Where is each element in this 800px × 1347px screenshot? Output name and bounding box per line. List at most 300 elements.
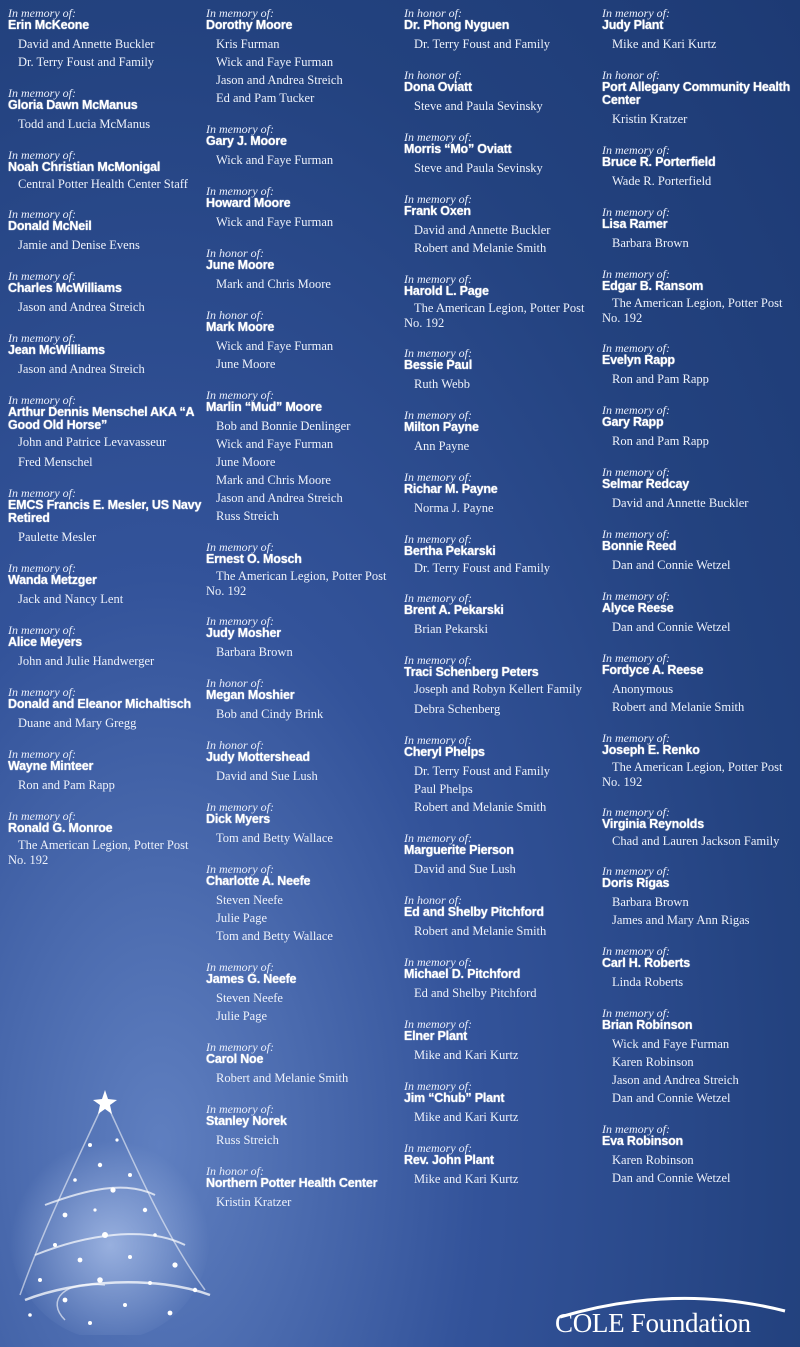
honoree-name: Gloria Dawn McManus xyxy=(8,98,138,112)
tribute-type: In memory of: xyxy=(602,205,670,219)
tribute-type: In memory of: xyxy=(206,614,274,628)
tribute-type: In memory of: xyxy=(602,589,670,603)
donor-name: Wade R. Porterfield xyxy=(612,174,712,188)
memorial-entry xyxy=(602,343,796,388)
tribute-type: In memory of: xyxy=(206,388,274,402)
donor-name: Bob and Cindy Brink xyxy=(216,707,324,721)
donor-name: Ron and Pam Rapp xyxy=(18,778,115,792)
donor-list xyxy=(404,860,598,878)
tribute-type: In memory of: xyxy=(8,809,76,823)
donor-list xyxy=(206,569,400,599)
honoree-name: June Moore xyxy=(206,258,275,272)
donor-list xyxy=(404,1170,598,1188)
memorial-entry xyxy=(8,8,202,71)
honoree-name: Dona Oviatt xyxy=(404,80,472,94)
donor-name: Brian Pekarski xyxy=(414,622,488,636)
memorial-entry xyxy=(404,895,598,940)
memorial-entry xyxy=(602,1008,796,1107)
honoree-name: Marguerite Pierson xyxy=(404,843,514,857)
donor-name: Dr. Terry Foust and Family xyxy=(18,55,155,69)
memorial-entry xyxy=(206,248,400,293)
memorial-entry xyxy=(602,8,796,53)
memorial-entry xyxy=(602,405,796,450)
donor-name: Julie Page xyxy=(216,1009,268,1023)
honoree-name: Mark Moore xyxy=(206,320,275,334)
honoree-name: Cheryl Phelps xyxy=(404,745,485,759)
tribute-type: In memory of: xyxy=(602,864,670,878)
memorial-entry xyxy=(404,593,598,638)
memorial-entry xyxy=(404,8,598,53)
honoree-name: Edgar B. Ransom xyxy=(602,279,704,293)
donor-list xyxy=(404,762,598,816)
donor-name: Dr. Terry Foust and Family xyxy=(414,37,551,51)
honoree-name: Carol Noe xyxy=(206,1052,264,1066)
memorial-entry xyxy=(404,833,598,878)
donor-list xyxy=(602,680,796,716)
donor-name: James and Mary Ann Rigas xyxy=(612,913,750,927)
donor-name: Jamie and Denise Evens xyxy=(18,238,140,252)
tribute-type: In memory of: xyxy=(404,532,472,546)
donor-list xyxy=(8,35,202,71)
tribute-type: In memory of: xyxy=(404,591,472,605)
memorial-entry xyxy=(206,678,400,723)
donor-list xyxy=(404,561,598,576)
tribute-type: In memory of: xyxy=(8,486,76,500)
donor-name: Robert and Melanie Smith xyxy=(414,800,547,814)
donor-name: Barbara Brown xyxy=(612,895,689,909)
tribute-type: In memory of: xyxy=(8,393,76,407)
donor-list xyxy=(206,417,400,525)
memorial-entry xyxy=(8,88,202,133)
donor-list xyxy=(404,682,598,718)
memorial-entry xyxy=(602,70,796,128)
donor-name: Jack and Nancy Lent xyxy=(18,592,124,606)
donor-name: Anonymous xyxy=(612,682,674,696)
memorial-entry xyxy=(404,1019,598,1064)
donor-list xyxy=(206,35,400,107)
christmas-tree-icon xyxy=(5,1085,220,1335)
tribute-type: In memory of: xyxy=(602,143,670,157)
donor-list xyxy=(404,437,598,455)
donor-name: June Moore xyxy=(216,357,276,371)
donor-list xyxy=(602,973,796,991)
honoree-name: Judy Mosher xyxy=(206,626,281,640)
memorial-entry xyxy=(206,124,400,169)
donor-list xyxy=(602,172,796,190)
honoree-name: Traci Schenberg Peters xyxy=(404,665,539,679)
honoree-name: Jim “Chub” Plant xyxy=(404,1091,505,1105)
memorial-entry xyxy=(602,145,796,190)
honoree-name: Dr. Phong Nyguen xyxy=(404,18,510,32)
memorial-entry xyxy=(206,1166,400,1211)
tribute-type: In memory of: xyxy=(404,733,472,747)
donor-name: Dr. Terry Foust and Family xyxy=(414,764,551,778)
memorial-entry xyxy=(404,472,598,517)
donor-list xyxy=(602,296,796,326)
donor-list xyxy=(602,556,796,574)
memorial-entry xyxy=(206,310,400,373)
memorial-entry xyxy=(206,1042,400,1087)
tribute-type: In honor of: xyxy=(404,6,462,20)
tribute-type: In honor of: xyxy=(206,1164,264,1178)
tribute-type: In memory of: xyxy=(8,747,76,761)
donor-list xyxy=(602,834,796,849)
donor-name: Ed and Pam Tucker xyxy=(216,91,315,105)
memorial-entry xyxy=(404,957,598,1002)
honoree-name: Alice Meyers xyxy=(8,635,83,649)
tribute-type: In memory of: xyxy=(404,408,472,422)
donor-list xyxy=(602,1035,796,1107)
donor-name: Russ Streich xyxy=(216,509,279,523)
honoree-name: Michael D. Pitchford xyxy=(404,967,521,981)
donor-name: Ron and Pam Rapp xyxy=(612,434,709,448)
donor-name: Mark and Chris Moore xyxy=(216,473,331,487)
donor-name: The American Legion, Potter Post No. 192 xyxy=(602,760,783,789)
donor-list xyxy=(404,159,598,177)
donor-name: Debra Schenberg xyxy=(414,702,501,716)
memorial-entry xyxy=(206,962,400,1025)
honoree-name: Dick Myers xyxy=(206,812,271,826)
memorial-entry xyxy=(404,132,598,177)
donor-name: John and Julie Handwerger xyxy=(18,654,155,668)
honoree-name: Judy Mottershead xyxy=(206,750,310,764)
memorial-entry xyxy=(602,529,796,574)
donor-list xyxy=(404,620,598,638)
donor-list xyxy=(8,714,202,732)
donor-name: Tom and Betty Wallace xyxy=(216,831,333,845)
donor-name: Kristin Kratzer xyxy=(216,1195,292,1209)
donor-name: Duane and Mary Gregg xyxy=(18,716,137,730)
tribute-type: In memory of: xyxy=(8,269,76,283)
donor-name: Ann Payne xyxy=(414,439,470,453)
memorial-entry xyxy=(404,70,598,115)
donor-list xyxy=(404,1046,598,1064)
memorial-entry xyxy=(602,733,796,790)
memorial-entry xyxy=(602,467,796,512)
honoree-name: Arthur Dennis Menschel AKA “A Good Old Horse” xyxy=(8,405,194,432)
honoree-name: Evelyn Rapp xyxy=(602,353,675,367)
honoree-name: Howard Moore xyxy=(206,196,291,210)
donor-name: Ruth Webb xyxy=(414,377,471,391)
donor-list xyxy=(602,35,796,53)
donor-list xyxy=(404,499,598,517)
tribute-type: In memory of: xyxy=(602,651,670,665)
donor-list xyxy=(206,705,400,723)
donor-name: The American Legion, Potter Post No. 192 xyxy=(8,838,189,867)
honoree-name: Gary Rapp xyxy=(602,415,664,429)
honoree-name: EMCS Francis E. Mesler, US Navy Retired xyxy=(8,498,202,525)
tribute-type: In honor of: xyxy=(206,738,264,752)
tribute-type: In memory of: xyxy=(404,272,472,286)
honoree-name: Alyce Reese xyxy=(602,601,674,615)
donor-list xyxy=(8,298,202,316)
honoree-name: Judy Plant xyxy=(602,18,664,32)
tribute-type: In memory of: xyxy=(404,346,472,360)
tribute-type: In memory of: xyxy=(206,960,274,974)
donor-list xyxy=(206,1069,400,1087)
tribute-type: In memory of: xyxy=(404,1017,472,1031)
honoree-name: Donald and Eleanor Michaltisch xyxy=(8,697,191,711)
tribute-type: In memory of: xyxy=(602,267,670,281)
donor-name: Mike and Kari Kurtz xyxy=(612,37,717,51)
donor-name: Karen Robinson xyxy=(612,1055,694,1069)
memorial-entry xyxy=(206,740,400,785)
honoree-name: Morris “Mo” Oviatt xyxy=(404,142,512,156)
memorial-entry xyxy=(8,209,202,254)
honoree-name: Erin McKeone xyxy=(8,18,89,32)
honoree-name: Northern Potter Health Center xyxy=(206,1176,378,1190)
donor-name: Dr. Terry Foust and Family xyxy=(414,561,551,575)
honoree-name: Donald McNeil xyxy=(8,219,92,233)
honoree-name: Charles McWilliams xyxy=(8,281,122,295)
honoree-name: Noah Christian McMonigal xyxy=(8,160,161,174)
donor-list xyxy=(206,643,400,661)
donor-name: Russ Streich xyxy=(216,1133,279,1147)
donor-name: Jason and Andrea Streich xyxy=(216,491,343,505)
tribute-type: In memory of: xyxy=(404,130,472,144)
tribute-type: In memory of: xyxy=(8,148,76,162)
donor-list xyxy=(8,435,202,471)
donor-name: Ron and Pam Rapp xyxy=(612,372,709,386)
memorial-entry xyxy=(206,1104,400,1149)
donor-list xyxy=(8,528,202,546)
donor-list xyxy=(404,35,598,53)
memorial-entry xyxy=(8,625,202,670)
donor-name: Wick and Faye Furman xyxy=(216,55,334,69)
tribute-type: In honor of: xyxy=(206,308,264,322)
donor-name: Wick and Faye Furman xyxy=(612,1037,730,1051)
donor-name: Barbara Brown xyxy=(216,645,293,659)
donor-list xyxy=(8,360,202,378)
tribute-type: In memory of: xyxy=(404,192,472,206)
donor-name: Steven Neefe xyxy=(216,991,283,1005)
donor-name: Bob and Bonnie Denlinger xyxy=(216,419,351,433)
donor-name: June Moore xyxy=(216,455,276,469)
tribute-type: In memory of: xyxy=(8,623,76,637)
donor-list xyxy=(602,432,796,450)
donor-list xyxy=(602,760,796,790)
tribute-type: In memory of: xyxy=(602,341,670,355)
honoree-name: Charlotte A. Neefe xyxy=(206,874,311,888)
tribute-type: In memory of: xyxy=(206,184,274,198)
donor-name: David and Annette Buckler xyxy=(18,37,155,51)
donor-name: John and Patrice Levavasseur xyxy=(18,435,167,449)
honoree-name: Port Allegany Community Health Center xyxy=(602,80,791,107)
donor-name: Fred Menschel xyxy=(18,455,93,469)
donor-list xyxy=(404,375,598,393)
memorial-entry xyxy=(404,1081,598,1126)
honoree-name: Frank Oxen xyxy=(404,204,471,218)
honoree-name: Carl H. Roberts xyxy=(602,956,690,970)
honoree-name: Harold L. Page xyxy=(404,284,489,298)
honoree-name: Wayne Minteer xyxy=(8,759,94,773)
donor-list xyxy=(404,301,598,331)
donor-list xyxy=(8,652,202,670)
memorial-entry xyxy=(206,8,400,107)
donor-list xyxy=(404,984,598,1002)
donor-list xyxy=(206,337,400,373)
donor-name: Mike and Kari Kurtz xyxy=(414,1048,519,1062)
donor-name: Mike and Kari Kurtz xyxy=(414,1110,519,1124)
donor-name: Wick and Faye Furman xyxy=(216,339,334,353)
tribute-type: In memory of: xyxy=(404,1079,472,1093)
memorial-entry xyxy=(8,749,202,794)
tribute-type: In memory of: xyxy=(602,6,670,20)
honoree-name: Ed and Shelby Pitchford xyxy=(404,905,544,919)
cole-foundation-logo xyxy=(555,1289,790,1339)
donor-name: Joseph and Robyn Kellert Family xyxy=(414,682,583,696)
memorial-entry xyxy=(8,563,202,608)
logo-text: COLE Foundation xyxy=(555,1308,751,1338)
tribute-type: In memory of: xyxy=(206,122,274,136)
honoree-name: Dorothy Moore xyxy=(206,18,293,32)
donor-list xyxy=(206,767,400,785)
donor-name: Wick and Faye Furman xyxy=(216,215,334,229)
donor-list xyxy=(602,370,796,388)
donor-name: Ed and Shelby Pitchford xyxy=(414,986,537,1000)
memorial-entry xyxy=(602,591,796,636)
donor-list xyxy=(206,891,400,945)
tribute-type: In memory of: xyxy=(602,731,670,745)
memorial-entry xyxy=(602,946,796,991)
donor-name: David and Annette Buckler xyxy=(612,496,749,510)
tribute-type: In memory of: xyxy=(8,685,76,699)
donor-name: The American Legion, Potter Post No. 192 xyxy=(206,569,387,598)
tribute-type: In memory of: xyxy=(602,403,670,417)
donor-name: Kris Furman xyxy=(216,37,280,51)
donor-name: Paulette Mesler xyxy=(18,530,97,544)
tribute-type: In memory of: xyxy=(8,207,76,221)
tribute-type: In memory of: xyxy=(8,86,76,100)
tribute-type: In honor of: xyxy=(404,893,462,907)
tribute-type: In memory of: xyxy=(206,540,274,554)
memorial-entry xyxy=(404,1143,598,1188)
donor-name: Wick and Faye Furman xyxy=(216,437,334,451)
donor-name: Paul Phelps xyxy=(414,782,473,796)
donor-name: David and Sue Lush xyxy=(414,862,516,876)
donor-list xyxy=(206,213,400,231)
donor-list xyxy=(206,151,400,169)
honoree-name: Stanley Norek xyxy=(206,1114,287,1128)
donor-name: David and Sue Lush xyxy=(216,769,318,783)
memorial-entry xyxy=(206,802,400,847)
tribute-type: In memory of: xyxy=(404,653,472,667)
honoree-name: Gary J. Moore xyxy=(206,134,287,148)
tribute-type: In memory of: xyxy=(206,1040,274,1054)
donor-name: Wick and Faye Furman xyxy=(216,153,334,167)
donor-name: Robert and Melanie Smith xyxy=(612,700,745,714)
memorial-entry xyxy=(8,395,202,471)
donor-list xyxy=(602,110,796,128)
tribute-type: In memory of: xyxy=(602,527,670,541)
tribute-type: In memory of: xyxy=(206,6,274,20)
honoree-name: Eva Robinson xyxy=(602,1134,683,1148)
honoree-name: Virginia Reynolds xyxy=(602,817,704,831)
donor-name: Kristin Kratzer xyxy=(612,112,688,126)
column-2 xyxy=(206,8,400,1228)
honoree-name: Joseph E. Renko xyxy=(602,743,700,757)
donor-name: Tom and Betty Wallace xyxy=(216,929,333,943)
donor-name: Central Potter Health Center Staff xyxy=(18,177,188,191)
memorial-entry xyxy=(8,150,202,192)
honoree-name: Megan Moshier xyxy=(206,688,295,702)
honoree-name: Bonnie Reed xyxy=(602,539,677,553)
tribute-type: In honor of: xyxy=(206,676,264,690)
memorial-entry xyxy=(404,194,598,257)
memorial-entry xyxy=(206,864,400,945)
column-4 xyxy=(602,8,796,1204)
donor-name: The American Legion, Potter Post No. 192 xyxy=(404,301,585,330)
honoree-name: Bertha Pekarski xyxy=(404,544,496,558)
tribute-type: In memory of: xyxy=(602,1122,670,1136)
donor-list xyxy=(8,590,202,608)
donor-list xyxy=(404,221,598,257)
column-1 xyxy=(8,8,202,885)
donor-name: David and Annette Buckler xyxy=(414,223,551,237)
donor-list xyxy=(602,893,796,929)
honoree-name: Doris Rigas xyxy=(602,876,670,890)
honoree-name: Brian Robinson xyxy=(602,1018,693,1032)
tribute-type: In honor of: xyxy=(206,246,264,260)
memorial-entry xyxy=(8,333,202,378)
donor-name: Todd and Lucia McManus xyxy=(18,117,151,131)
donor-name: Julie Page xyxy=(216,911,268,925)
donor-name: Dan and Connie Wetzel xyxy=(612,620,731,634)
donor-list xyxy=(8,776,202,794)
honoree-name: Selmar Redcay xyxy=(602,477,690,491)
memorial-entry xyxy=(8,687,202,732)
donor-name: Mike and Kari Kurtz xyxy=(414,1172,519,1186)
tribute-type: In memory of: xyxy=(404,470,472,484)
donor-list xyxy=(404,97,598,115)
memorial-entry xyxy=(8,271,202,316)
donor-list xyxy=(602,618,796,636)
memorial-entry xyxy=(404,735,598,816)
donor-list xyxy=(206,989,400,1025)
donor-list xyxy=(8,838,202,868)
donor-list xyxy=(602,494,796,512)
donor-list xyxy=(206,829,400,847)
tribute-type: In memory of: xyxy=(404,1141,472,1155)
honoree-name: Jean McWilliams xyxy=(8,343,105,357)
memorial-entry xyxy=(404,348,598,393)
tribute-type: In memory of: xyxy=(206,862,274,876)
tribute-type: In memory of: xyxy=(8,561,76,575)
donor-list xyxy=(206,1131,400,1149)
tribute-type: In memory of: xyxy=(602,805,670,819)
honoree-name: Elner Plant xyxy=(404,1029,468,1043)
memorial-entry xyxy=(206,616,400,661)
donor-name: Jason and Andrea Streich xyxy=(216,73,343,87)
donor-name: Jason and Andrea Streich xyxy=(18,362,145,376)
donor-name: Mark and Chris Moore xyxy=(216,277,331,291)
honoree-name: Milton Payne xyxy=(404,420,479,434)
honoree-name: Richar M. Payne xyxy=(404,482,498,496)
donor-list xyxy=(8,177,202,192)
donor-name: Robert and Melanie Smith xyxy=(414,241,547,255)
memorial-entry xyxy=(206,390,400,525)
honoree-name: Wanda Metzger xyxy=(8,573,97,587)
memorial-entry xyxy=(602,807,796,849)
memorial-entry xyxy=(206,542,400,599)
donor-list xyxy=(404,1108,598,1126)
donor-list xyxy=(404,922,598,940)
honoree-name: Ronald G. Monroe xyxy=(8,821,113,835)
donor-list xyxy=(8,115,202,133)
donor-name: Karen Robinson xyxy=(612,1153,694,1167)
donor-name: The American Legion, Potter Post No. 192 xyxy=(602,296,783,325)
memorial-entry xyxy=(8,811,202,868)
